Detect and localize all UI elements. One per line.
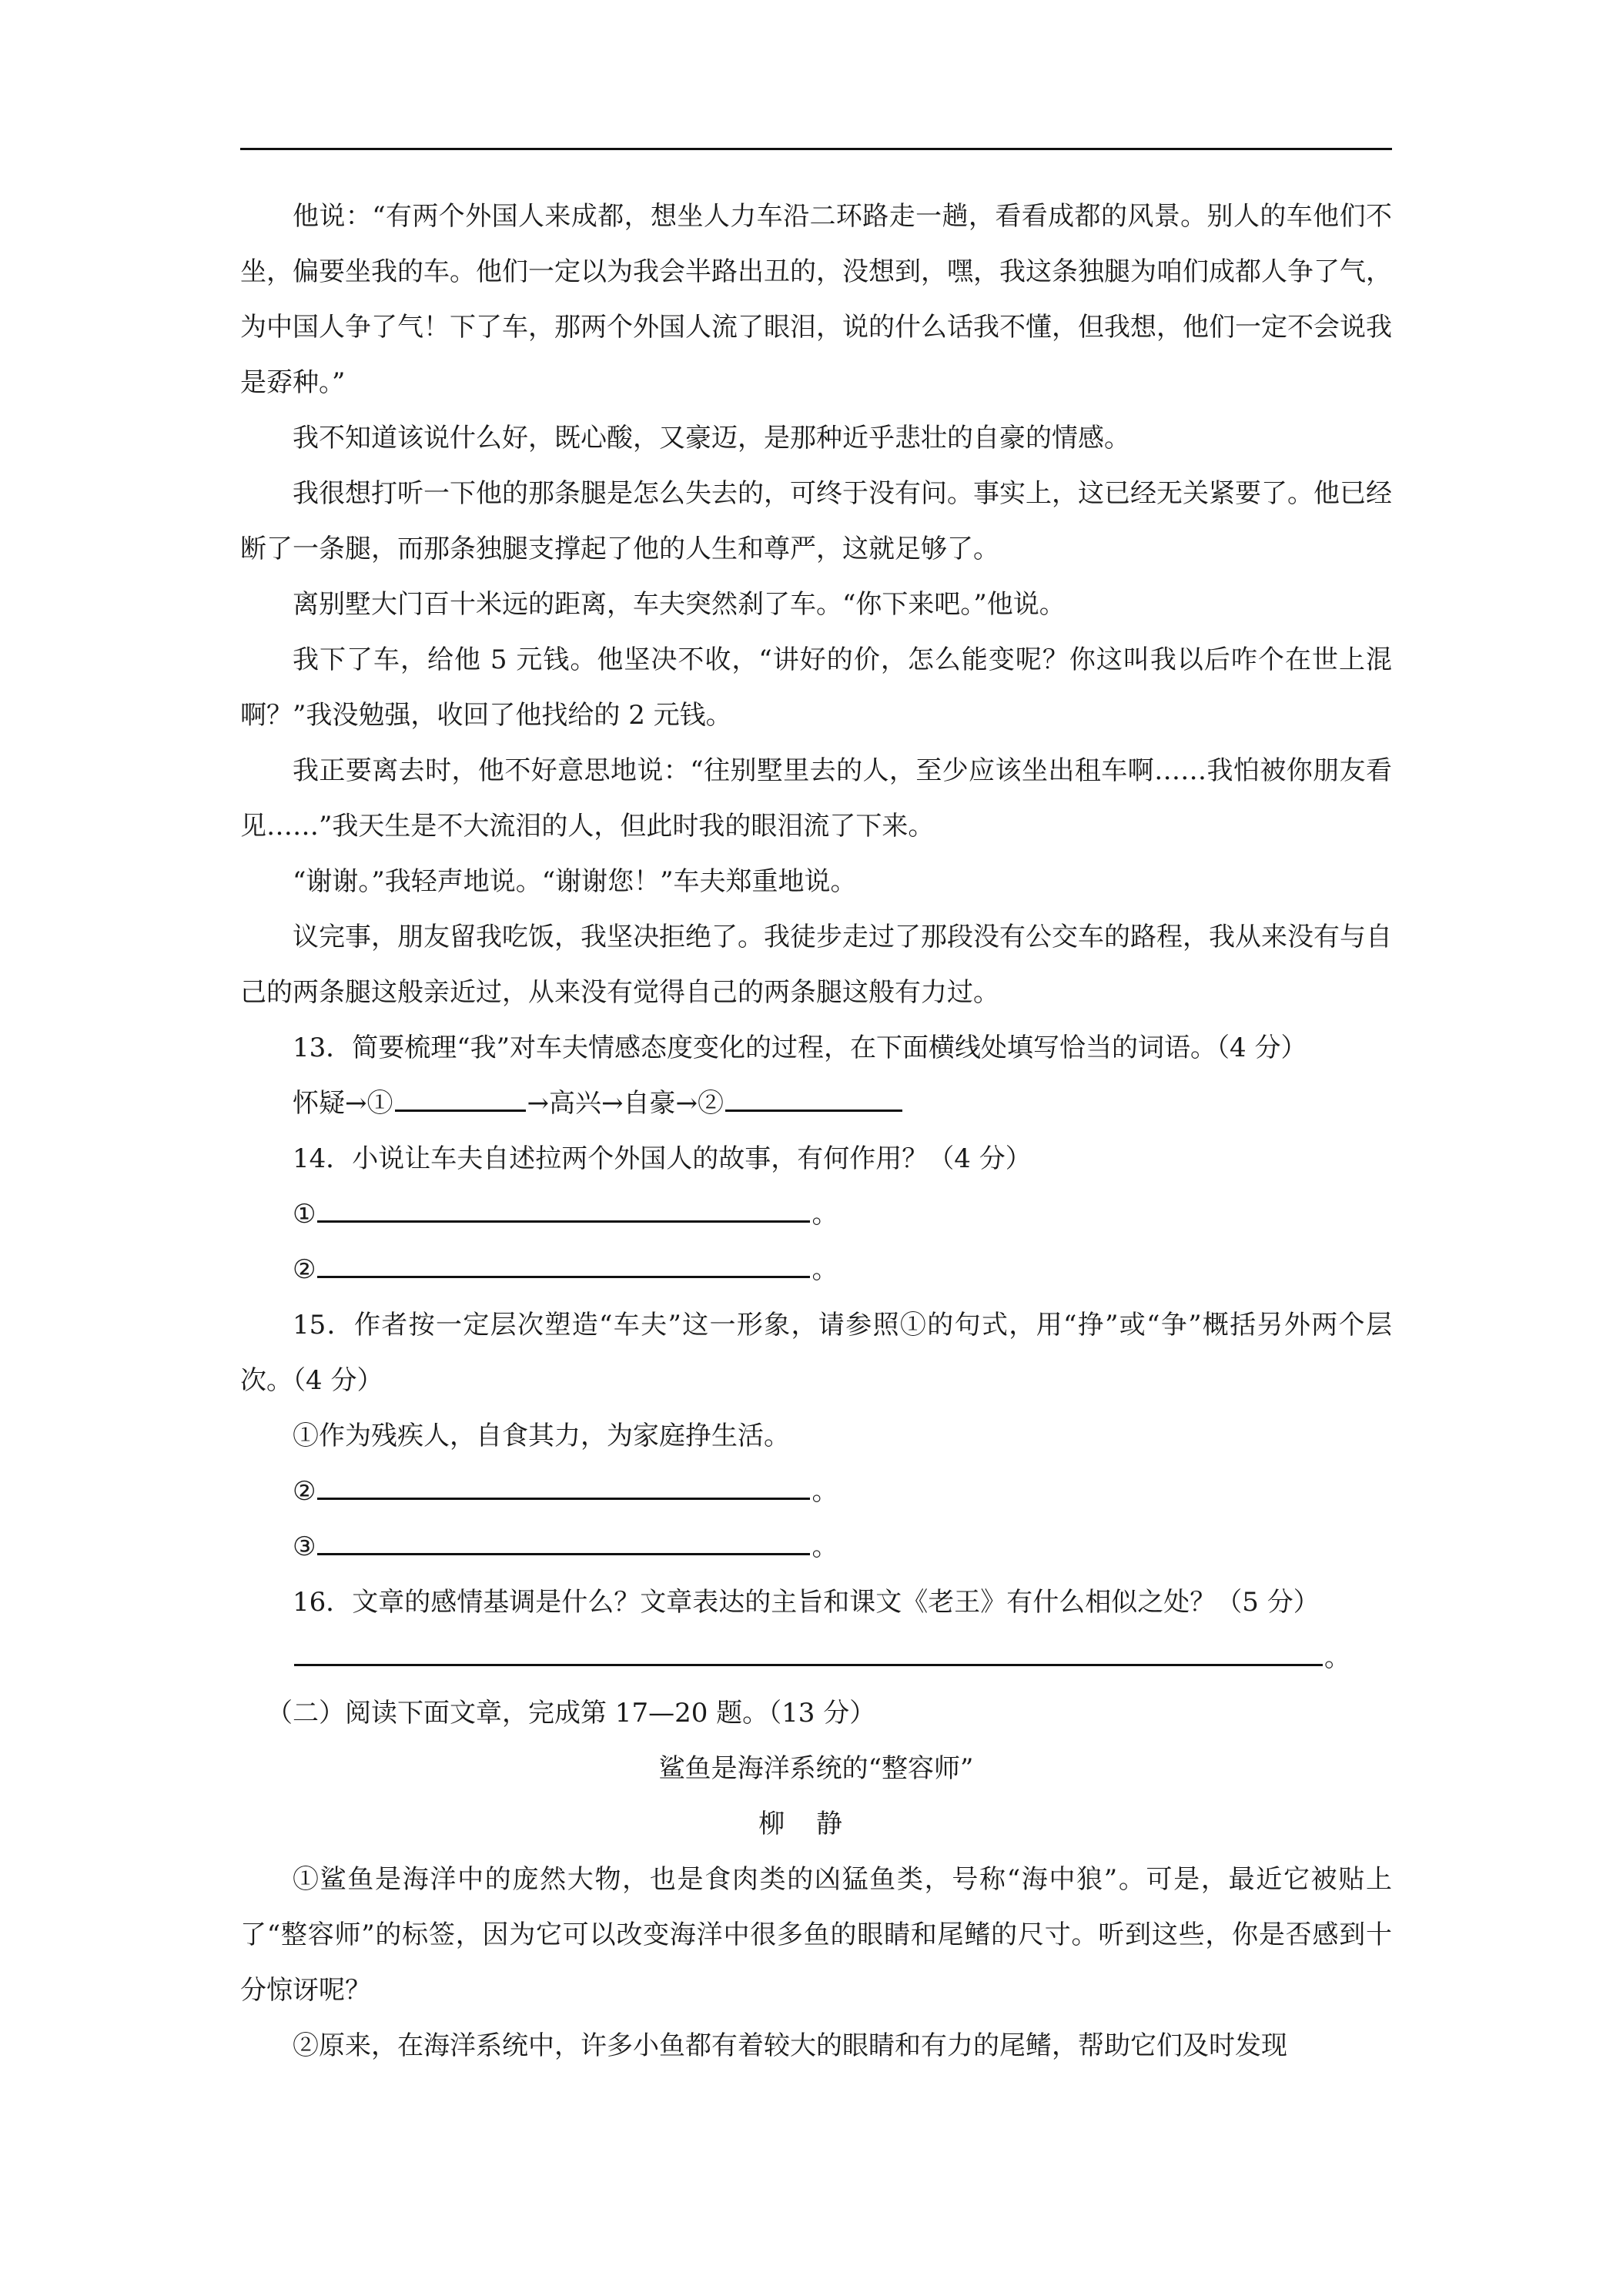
section-2-intro: （二）阅读下面文章，完成第 17—20 题。（13 分） (266, 1698, 876, 1729)
q13-seq-mid: →高兴→自豪→② (527, 1088, 724, 1119)
passage-paragraph: 离别墅大门百十米远的距离，车夫突然刹了车。“你下来吧。”他说。 (293, 589, 1066, 620)
question-16: 16．文章的感情基调是什么？文章表达的主旨和课文《老王》有什么相似之处？（5 分） (293, 1587, 1320, 1618)
article-title: 鲨鱼是海洋系统的“整容师” (658, 1753, 974, 1784)
article-author: 柳静 (758, 1809, 874, 1839)
article-paragraph: ②原来，在海洋系统中，许多小鱼都有着较大的眼睛和有力的尾鳍，帮助它们及时发现 (293, 2030, 1287, 2061)
passage-paragraph: 我不知道该说什么好，既心酸，又豪迈，是那种近乎悲壮的自豪的情感。 (293, 423, 1130, 454)
q15-end-3: 。 (812, 1531, 838, 1562)
header-rule (240, 148, 1392, 150)
q13-blank-1[interactable] (395, 1080, 526, 1112)
question-13: 13．简要梳理“我”对车夫情感态度变化的过程，在下面横线处填写恰当的词语。（4 分） (293, 1033, 1307, 1063)
q13-answer-row (240, 1076, 1392, 1131)
q15-answer-row-2 (240, 1464, 1392, 1519)
q14-answer-row-2 (240, 1242, 1392, 1297)
q15-blank-2[interactable] (317, 1468, 810, 1500)
q13-blank-2[interactable] (725, 1080, 902, 1112)
q14-answer-row-1 (240, 1186, 1392, 1242)
passage-paragraph: 我正要离去时，他不好意思地说：“往别墅里去的人，至少应该坐出租车啊……我怕被你朋友看见……”我天生是不大流泪的人，但此时我的眼泪流了下来。 (240, 755, 1392, 842)
passage-paragraph: 我下了车，给他 5 元钱。他坚决不收，“讲好的价，怎么能变呢？你这叫我以后咋个在世上混啊？”我没勉强，收回了他找给的 2 元钱。 (240, 644, 1392, 731)
document-body (240, 189, 1392, 2073)
passage-paragraph: 我很想打听一下他的那条腿是怎么失去的，可终于没有问。事实上，这已经无关紧要了。他已经断了一条腿，而那条独腿支撑起了他的人生和尊严，这就足够了。 (240, 478, 1392, 564)
q15-mark-2: ② (293, 1476, 316, 1507)
q14-blank-1[interactable] (317, 1191, 810, 1223)
q14-end-1: 。 (812, 1199, 838, 1230)
q16-end: 。 (1324, 1642, 1350, 1673)
question-15: 15．作者按一定层次塑造“车夫”这一形象，请参照①的句式，用“挣”或“争”概括另外两个层次。（4 分） (240, 1310, 1392, 1396)
q13-seq-start: 怀疑→① (293, 1088, 393, 1119)
question-14: 14．小说让车夫自述拉两个外国人的故事，有何作用？（4 分） (293, 1143, 1032, 1174)
q15-mark-3: ③ (293, 1531, 316, 1562)
q14-mark-2: ② (293, 1254, 316, 1285)
passage-paragraph: 他说：“有两个外国人来成都，想坐人力车沿二环路走一趟，看看成都的风景。别人的车他们不坐，偏要坐我的车。他们一定以为我会半路出丑的，没想到，嘿，我这条独腿为咱们成都人争了气，为中国人争了气！下了车，那两个外国人流了眼泪，说的什么话我不懂，但我想，他们一定不会说我是孬种。” (240, 201, 1392, 398)
q15-end-2: 。 (812, 1476, 838, 1507)
q16-answer-row (240, 1630, 1392, 1685)
article-paragraph: ①鲨鱼是海洋中的庞然大物，也是食肉类的凶猛鱼类，号称“海中狼”。可是，最近它被贴上了“整容师”的标签，因为它可以改变海洋中很多鱼的眼睛和尾鳍的尺寸。听到这些，你是否感到十分惊讶呢？ (240, 1864, 1392, 2006)
q16-blank[interactable] (294, 1635, 1323, 1666)
passage-paragraph: 议完事，朋友留我吃饭，我坚决拒绝了。我徒步走过了那段没有公交车的路程，我从来没有与自己的两条腿这般亲近过，从来没有觉得自己的两条腿这般有力过。 (240, 922, 1392, 1008)
q14-end-2: 。 (812, 1254, 838, 1285)
q15-example: ①作为残疾人，自食其力，为家庭挣生活。 (293, 1421, 790, 1451)
q15-blank-3[interactable] (317, 1524, 810, 1555)
q14-blank-2[interactable] (317, 1247, 810, 1278)
q14-mark-1: ① (293, 1199, 316, 1230)
passage-paragraph: “谢谢。”我轻声地说。“谢谢您！”车夫郑重地说。 (293, 866, 857, 897)
q15-answer-row-3 (240, 1519, 1392, 1575)
